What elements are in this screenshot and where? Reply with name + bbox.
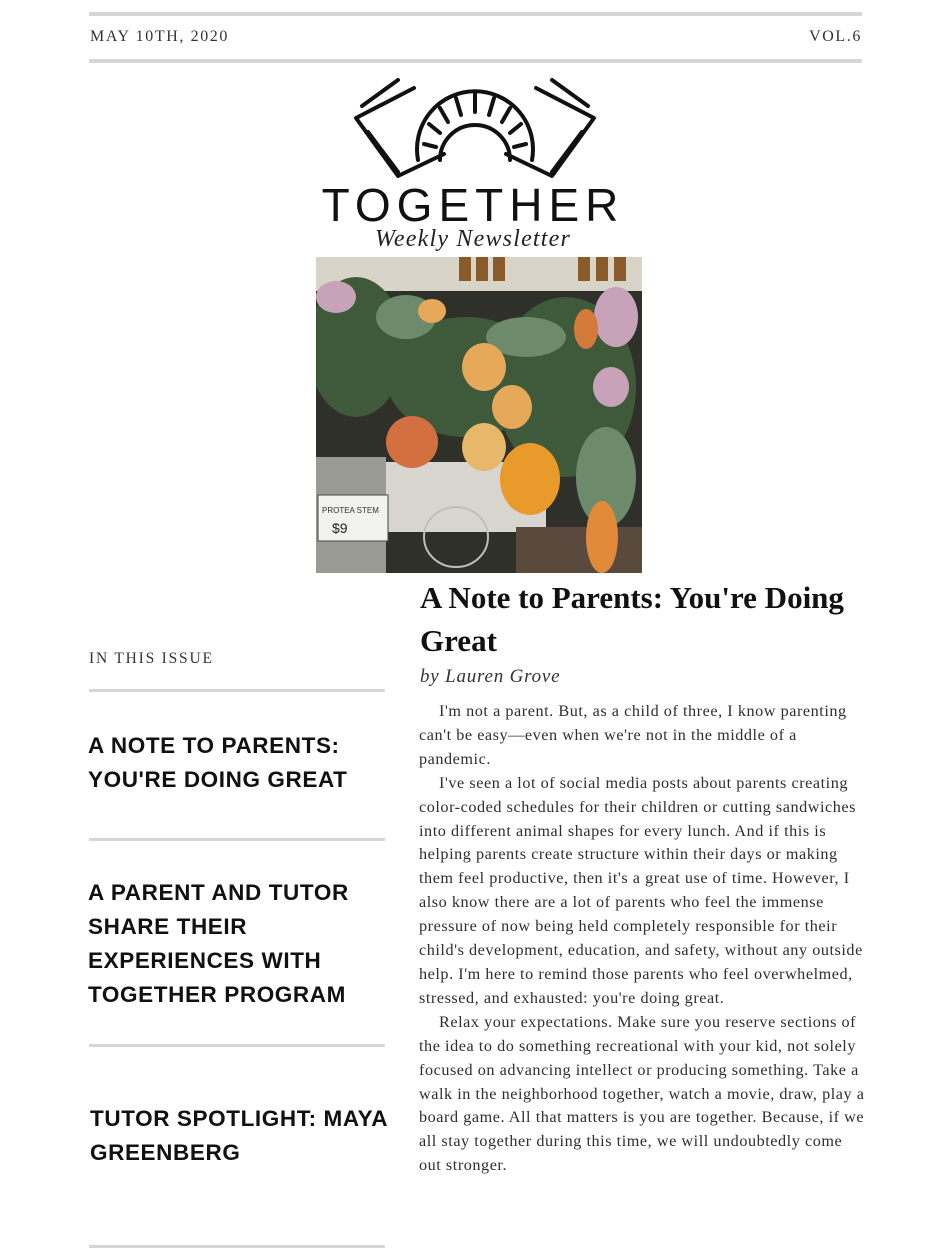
- header-bottom-rule: [89, 59, 862, 63]
- header-top-rule: [89, 12, 862, 16]
- sidebar-rule-4: [89, 1245, 385, 1248]
- newsletter-title: TOGETHER: [321, 179, 625, 231]
- newsletter-subtitle: Weekly Newsletter: [374, 226, 572, 252]
- sidebar-rule-3: [89, 1044, 385, 1047]
- toc-item-parent-tutor-experiences[interactable]: A PARENT AND TUTOR SHARE THEIR EXPERIENCES WITH TOGETHER PROGRAM: [88, 880, 349, 1007]
- article-paragraph: Relax your expectations. Make sure you reserve sections of the idea to do something recreational with your kid, not solely focused on advancing intellect or producing something. Take a walk in the neighborhood together, watch a movie, draw, play a board game. All that matters is you are together. Because, if we all stay together during this time, we will undoubtedly come out stronger.: [419, 1012, 865, 1175]
- article-body: [419, 700, 869, 1178]
- article-headline: A Note to Parents: You're Doing Great: [420, 580, 844, 658]
- flower-bouquet-photo: [316, 257, 642, 573]
- toc-item-parents-note[interactable]: A NOTE TO PARENTS: YOU'RE DOING GREAT: [88, 733, 348, 792]
- open-book-sunrise-icon: [352, 68, 598, 188]
- sidebar-rule-2: [89, 838, 385, 841]
- price-sign-price: $9: [332, 520, 348, 536]
- price-sign-name: PROTEA STEM: [322, 506, 379, 515]
- volume-number: VOL.6: [809, 28, 862, 45]
- article-paragraph: I'm not a parent. But, as a child of three, I know parenting can't be easy—even when we're not in the middle of a pandemic.: [419, 702, 847, 768]
- toc-item-tutor-spotlight[interactable]: TUTOR SPOTLIGHT: MAYA GREENBERG: [90, 1106, 388, 1165]
- article-byline: by Lauren Grove: [420, 666, 561, 687]
- issue-date: MAY 10TH, 2020: [90, 28, 230, 45]
- sidebar-rule-1: [89, 689, 385, 692]
- article-paragraph: I've seen a lot of social media posts about parents creating color-coded schedules for their children or cutting sandwiches into different animal shapes for every lunch. And if this is helping parents create structure within their days or making them feel productive, then it's a great use of time. However, I also know there are a lot of parents who feel the immense pressure of now being held completely responsible for their child's development, education, and safety, without any outside help. I'm here to remind those parents who feel overwhelmed, stressed, and exhausted: you're doing great.: [419, 773, 863, 1007]
- in-this-issue-label: IN THIS ISSUE: [89, 650, 214, 667]
